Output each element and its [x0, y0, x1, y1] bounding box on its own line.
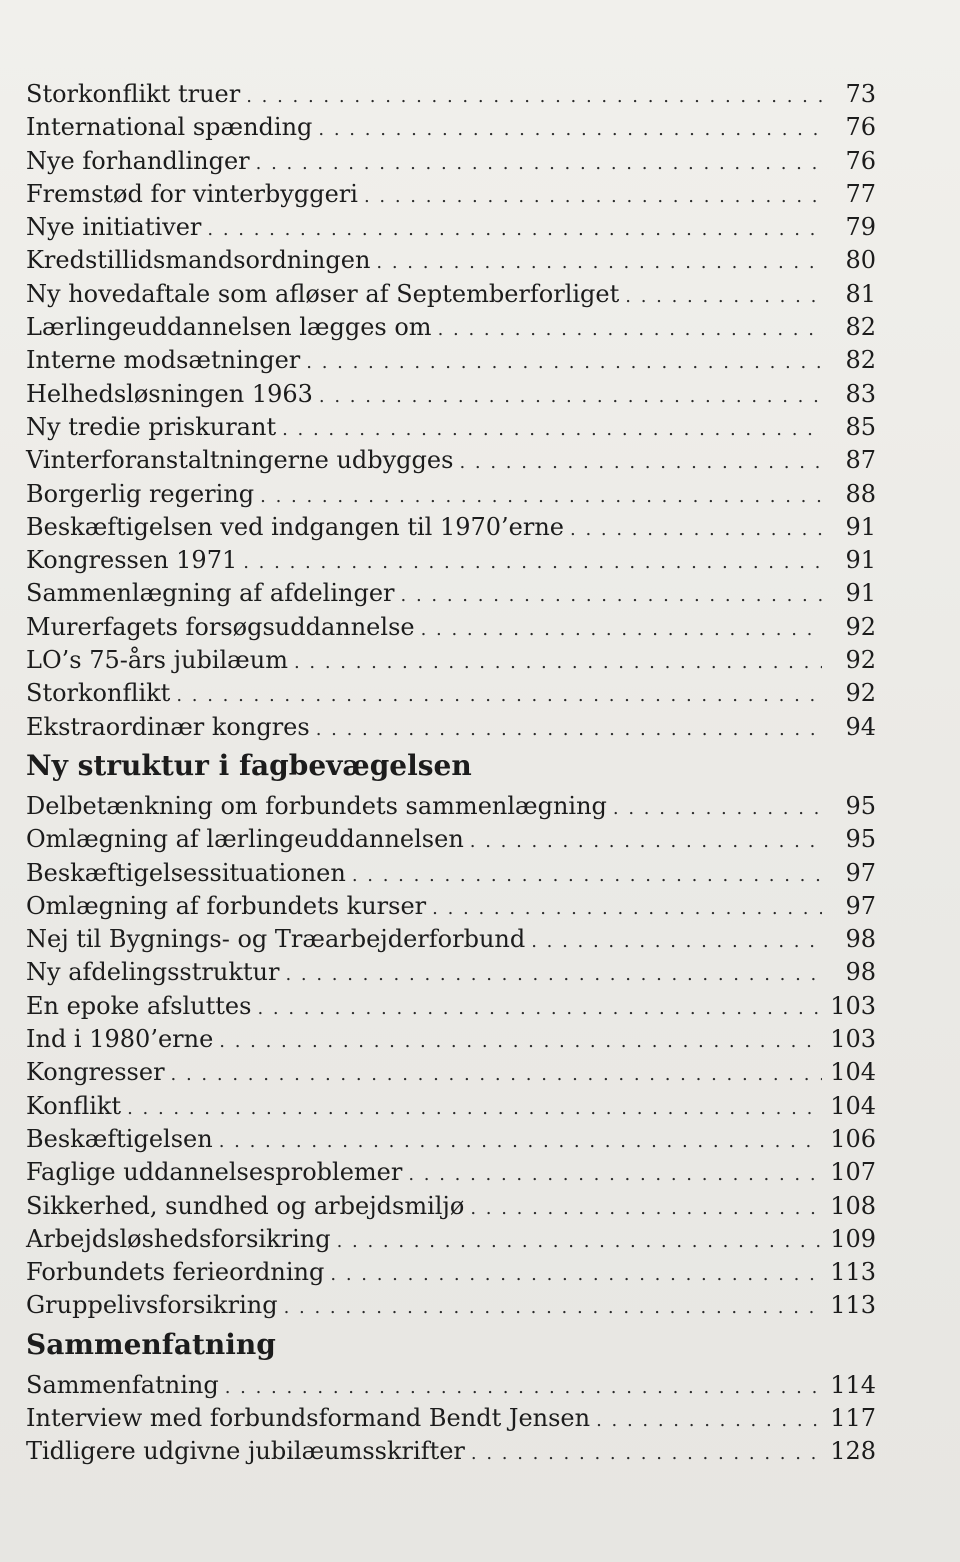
toc-entry	[26, 344, 876, 377]
toc-entry	[26, 111, 876, 144]
toc-entry-page-number: 103	[830, 991, 876, 1020]
toc-entry	[26, 611, 876, 644]
dot-leader	[219, 1125, 822, 1158]
dot-leader	[470, 1192, 822, 1225]
toc-entry	[26, 444, 876, 477]
toc-entry	[26, 1289, 876, 1322]
dot-leader	[570, 513, 822, 546]
toc-entry	[26, 1190, 876, 1223]
dot-leader	[330, 1258, 822, 1291]
section-heading: Sammenfatning	[26, 1327, 276, 1361]
toc-entry	[26, 1023, 876, 1056]
dot-leader	[471, 1437, 822, 1470]
toc-entry-title: Delbetænkning om forbundets sammenlægning	[26, 791, 607, 820]
dot-leader	[243, 546, 822, 579]
toc-entry-title: Kredstillidsmandsordningen	[26, 246, 371, 275]
toc-entry-title: Borgerlig regering	[26, 479, 255, 508]
toc-entry-page-number: 73	[845, 80, 876, 108]
toc-entry	[26, 1369, 876, 1402]
toc-entry	[26, 711, 876, 744]
toc-entry	[26, 244, 876, 277]
toc-entry	[26, 278, 876, 311]
toc-entry	[26, 1090, 876, 1123]
toc-entry	[26, 544, 876, 577]
toc-entry	[26, 411, 876, 444]
toc-entry-title: Ny afdelingsstruktur	[26, 958, 280, 987]
toc-entry	[26, 311, 876, 344]
toc-entry-page-number: 113	[830, 1258, 876, 1287]
toc-entry-page-number: 79	[845, 213, 876, 242]
toc-entry	[26, 1435, 876, 1468]
toc-entry	[26, 790, 876, 823]
toc-entry-page-number: 81	[845, 279, 876, 308]
dot-leader	[256, 147, 822, 180]
toc-entry-title: Ny tredie priskurant	[26, 412, 277, 441]
dot-leader	[219, 1025, 822, 1058]
toc-entry-page-number: 97	[845, 858, 876, 887]
toc-entry-page-number: 114	[830, 1370, 876, 1399]
toc-entry-title: Sikkerhed, sundhed og arbejdsmiljø	[26, 1191, 465, 1220]
toc-entry-page-number: 98	[845, 958, 876, 987]
dot-leader	[337, 1225, 822, 1258]
toc-entry-page-number: 77	[845, 179, 876, 208]
toc-entry-page-number: 88	[845, 479, 876, 508]
dot-leader	[319, 380, 822, 413]
toc-entry-title: International spænding	[26, 113, 313, 142]
toc-entry-page-number: 106	[830, 1124, 876, 1153]
toc-entry-title: Interview med forbundsformand Bendt Jensen	[26, 1403, 591, 1432]
toc-entry-page-number: 104	[830, 1058, 876, 1087]
dot-leader	[613, 792, 822, 825]
toc-entry-page-number: 117	[830, 1403, 876, 1432]
dot-leader	[257, 992, 822, 1025]
toc-entry-page-number: 128	[830, 1437, 876, 1466]
toc-entry-title: Vinterforanstaltningerne udbygges	[26, 446, 454, 475]
toc-entry-title: Faglige uddannelsesproblemer	[26, 1158, 403, 1187]
toc-entry-page-number: 107	[830, 1158, 876, 1187]
toc-entry	[26, 1223, 876, 1256]
toc-entry-title: Tidligere udgivne jubilæumsskrifter	[26, 1437, 465, 1466]
toc-entry-title: Sammenlægning af afdelinger	[26, 579, 395, 608]
toc-entry-title: Beskæftigelsessituationen	[26, 858, 346, 887]
toc-entry-title: Storkonflikt	[26, 679, 171, 708]
toc-entry-page-number: 83	[845, 379, 876, 408]
toc-entry-page-number: 91	[845, 512, 876, 541]
toc-entry	[26, 1123, 876, 1156]
toc-entry	[26, 1402, 876, 1435]
dot-leader	[470, 825, 822, 858]
toc-entry-title: Ny hovedaftale som afløser af Septemberforliget	[26, 279, 620, 308]
toc-entry	[26, 1256, 876, 1289]
toc-entry	[26, 478, 876, 511]
dot-leader	[260, 480, 822, 513]
toc-entry-page-number: 98	[845, 925, 876, 954]
toc-entry	[26, 823, 876, 856]
toc-entry	[26, 857, 876, 890]
toc-entry-page-number: 91	[845, 546, 876, 575]
toc-entry-page-number: 97	[845, 891, 876, 920]
dot-leader	[596, 1404, 822, 1437]
dot-leader	[171, 1058, 822, 1091]
toc-entry-page-number: 76	[845, 113, 876, 142]
dot-leader	[531, 925, 822, 958]
toc-entry-title: Omlægning af lærlingeuddannelsen	[26, 825, 464, 854]
dot-leader	[318, 113, 822, 146]
toc-entry-page-number: 87	[845, 446, 876, 475]
dot-leader	[438, 313, 822, 346]
toc-entry-title: Beskæftigelsen ved indgangen til 1970’erne	[26, 512, 565, 541]
toc-entry-page-number: 92	[845, 646, 876, 675]
toc-entry-page-number: 85	[845, 412, 876, 441]
toc-entry-title: Konflikt	[26, 1091, 122, 1120]
toc-entry-page-number: 92	[845, 612, 876, 641]
dot-leader	[376, 246, 822, 279]
toc-entry-title: Forbundets ferieordning	[26, 1258, 325, 1287]
toc-entry	[26, 78, 876, 111]
toc-entry-page-number: 82	[845, 313, 876, 342]
toc-entry-page-number: 95	[845, 825, 876, 854]
toc-entry-title: Nye forhandlinger	[26, 146, 250, 175]
toc-entry-page-number: 91	[845, 579, 876, 608]
toc-entry-page-number: 113	[830, 1291, 876, 1320]
toc-entry-page-number: 80	[845, 246, 876, 275]
dot-leader	[421, 613, 822, 646]
dot-leader	[316, 713, 822, 746]
toc-entry-title: Ekstraordinær kongres	[26, 712, 310, 741]
toc-entry	[26, 956, 876, 989]
dot-leader	[285, 958, 822, 991]
toc-entry-title: Omlægning af forbundets kurser	[26, 891, 427, 920]
dot-leader	[432, 892, 822, 925]
toc-entry-page-number: 95	[845, 791, 876, 820]
toc-entry-page-number: 108	[830, 1191, 876, 1220]
toc-entry	[26, 890, 876, 923]
dot-leader	[127, 1092, 822, 1125]
dot-leader	[352, 859, 822, 892]
toc-entry	[26, 577, 876, 610]
dot-leader	[459, 446, 822, 479]
toc-entry-page-number: 82	[845, 346, 876, 375]
toc-entry-title: Nej til Bygnings- og Træarbejderforbund	[26, 925, 526, 954]
toc-entry-title: Gruppelivsforsikring	[26, 1291, 278, 1320]
toc-entry	[26, 677, 876, 710]
toc-entry	[26, 1056, 876, 1089]
toc-entry	[26, 990, 876, 1023]
toc-entry-page-number: 109	[830, 1224, 876, 1253]
toc-entry-title: LO’s 75-års jubilæum	[26, 646, 288, 675]
toc-entry-title: Murerfagets forsøgsuddannelse	[26, 612, 415, 641]
dot-leader	[284, 1291, 822, 1324]
toc-entry	[26, 145, 876, 178]
dot-leader	[246, 80, 822, 113]
dot-leader	[401, 579, 822, 612]
toc-entry-page-number: 94	[845, 712, 876, 741]
dot-leader	[176, 679, 822, 712]
toc-entry-title: Beskæftigelsen	[26, 1124, 213, 1153]
dot-leader	[294, 646, 822, 679]
toc-entry	[26, 378, 876, 411]
toc-entry	[26, 923, 876, 956]
toc-entry-page-number: 92	[845, 679, 876, 708]
dot-leader	[625, 280, 822, 313]
toc-entry	[26, 178, 876, 211]
dot-leader	[282, 413, 822, 446]
dot-leader	[364, 180, 822, 213]
toc-entry-title: Kongresser	[26, 1058, 165, 1087]
toc-entry-title: Ind i 1980’erne	[26, 1025, 214, 1054]
toc-entry-title: Storkonflikt truer	[26, 80, 241, 108]
table-of-contents	[26, 78, 876, 1469]
toc-entry-page-number: 103	[830, 1025, 876, 1054]
toc-entry	[26, 1156, 876, 1189]
toc-entry-title: Lærlingeuddannelsen lægges om	[26, 313, 432, 342]
toc-entry-title: Fremstød for vinterbyggeri	[26, 179, 358, 208]
toc-entry	[26, 211, 876, 244]
dot-leader	[207, 213, 822, 246]
toc-entry-title: Helhedsløsningen 1963	[26, 379, 313, 408]
section-heading: Ny struktur i fagbevægelsen	[26, 748, 472, 782]
toc-entry-page-number: 76	[845, 146, 876, 175]
dot-leader	[408, 1158, 822, 1191]
toc-entry-title: Nye initiativer	[26, 213, 202, 242]
toc-entry-title: Interne modsætninger	[26, 346, 301, 375]
toc-entry-page-number: 104	[830, 1091, 876, 1120]
dot-leader	[225, 1371, 822, 1404]
toc-entry-title: Arbejdsløshedsforsikring	[26, 1224, 331, 1253]
toc-entry-title: Sammenfatning	[26, 1370, 219, 1399]
toc-entry	[26, 644, 876, 677]
toc-entry	[26, 511, 876, 544]
toc-entry-title: Kongressen 1971	[26, 546, 238, 575]
dot-leader	[306, 346, 822, 379]
toc-entry-title: En epoke afsluttes	[26, 991, 252, 1020]
